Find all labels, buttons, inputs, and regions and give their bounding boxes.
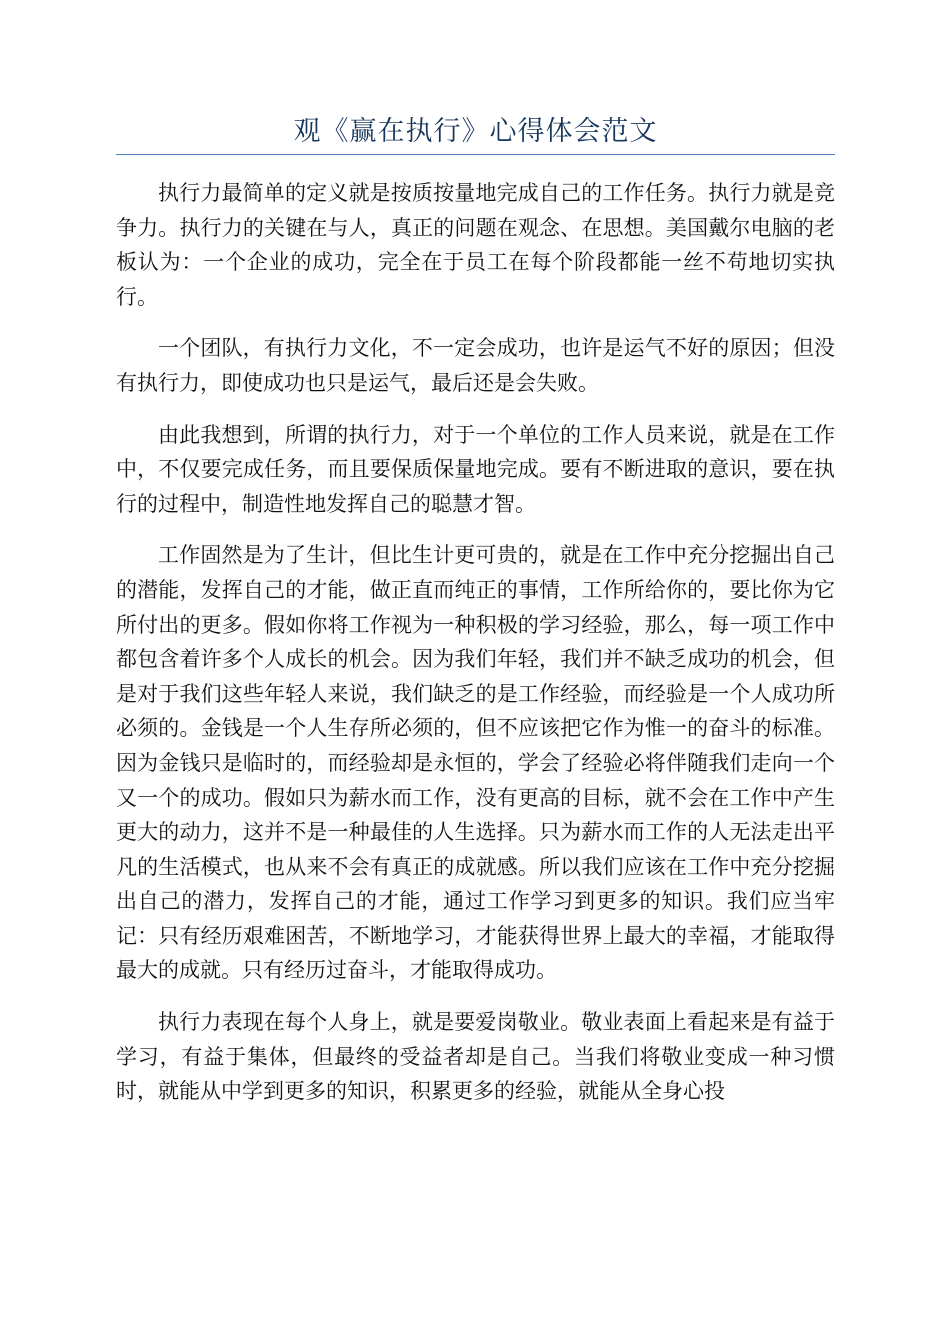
paragraph-3: 由此我想到，所谓的执行力，对于一个单位的工作人员来说，就是在工作中，不仅要完成任务，而且要保质保量地完成。要有不断进取的意识，要在执行的过程中，制造性地发挥自己的聪慧才智。: [116, 422, 835, 516]
document-body: [116, 176, 835, 1126]
document-title: 观《赢在执行》心得体会范文: [293, 116, 658, 147]
title-underline: [116, 154, 835, 155]
paragraph-4: 工作固然是为了生计，但比生计更可贵的，就是在工作中充分挖掘出自己的潜能，发挥自己的才能，做正直而纯正的事情，工作所给你的，要比你为它所付出的更多。假如你将工作视为一种积极的学习经验，那么，每一项工作中都包含着许多个人成长的机会。因为我们年轻，我们并不缺乏成功的机会，但是对于我们这些年轻人来说，我们缺乏的是工作经验，而经验是一个人成功所必须的。金钱是一个人生存所必须的，但不应该把它作为惟一的奋斗的标准。因为金钱只是临时的，而经验却是永恒的，学会了经验必将伴随我们走向一个又一个的成功。假如只为薪水而工作，没有更高的目标，就不会在工作中产生更大的动力，这并不是一种最佳的人生选择。只为薪水而工作的人无法走出平凡的生活模式，也从来不会有真正的成就感。所以我们应该在工作中充分挖掘出自己的潜力，发挥自己的才能，通过工作学习到更多的知识。我们应当牢记：只有经历艰难困苦，不断地学习，才能获得世界上最大的幸福，才能取得最大的成就。只有经历过奋斗，才能取得成功。: [116, 543, 835, 983]
paragraph-5: 执行力表现在每个人身上，就是要爱岗敬业。敬业表面上看起来是有益于学习，有益于集体，但最终的受益者却是自己。当我们将敬业变成一种习惯时，就能从中学到更多的知识，积累更多的经验，就能从全身心投: [116, 1010, 835, 1104]
paragraph-1: 执行力最简单的定义就是按质按量地完成自己的工作任务。执行力就是竞争力。执行力的关键在与人，真正的问题在观念、在思想。美国戴尔电脑的老板认为：一个企业的成功，完全在于员工在每个阶段都能一丝不苟地切实执行。: [116, 181, 835, 309]
paragraph-2: 一个团队，有执行力文化，不一定会成功，也许是运气不好的原因；但没有执行力，即使成功也只是运气，最后还是会失败。: [116, 336, 835, 395]
